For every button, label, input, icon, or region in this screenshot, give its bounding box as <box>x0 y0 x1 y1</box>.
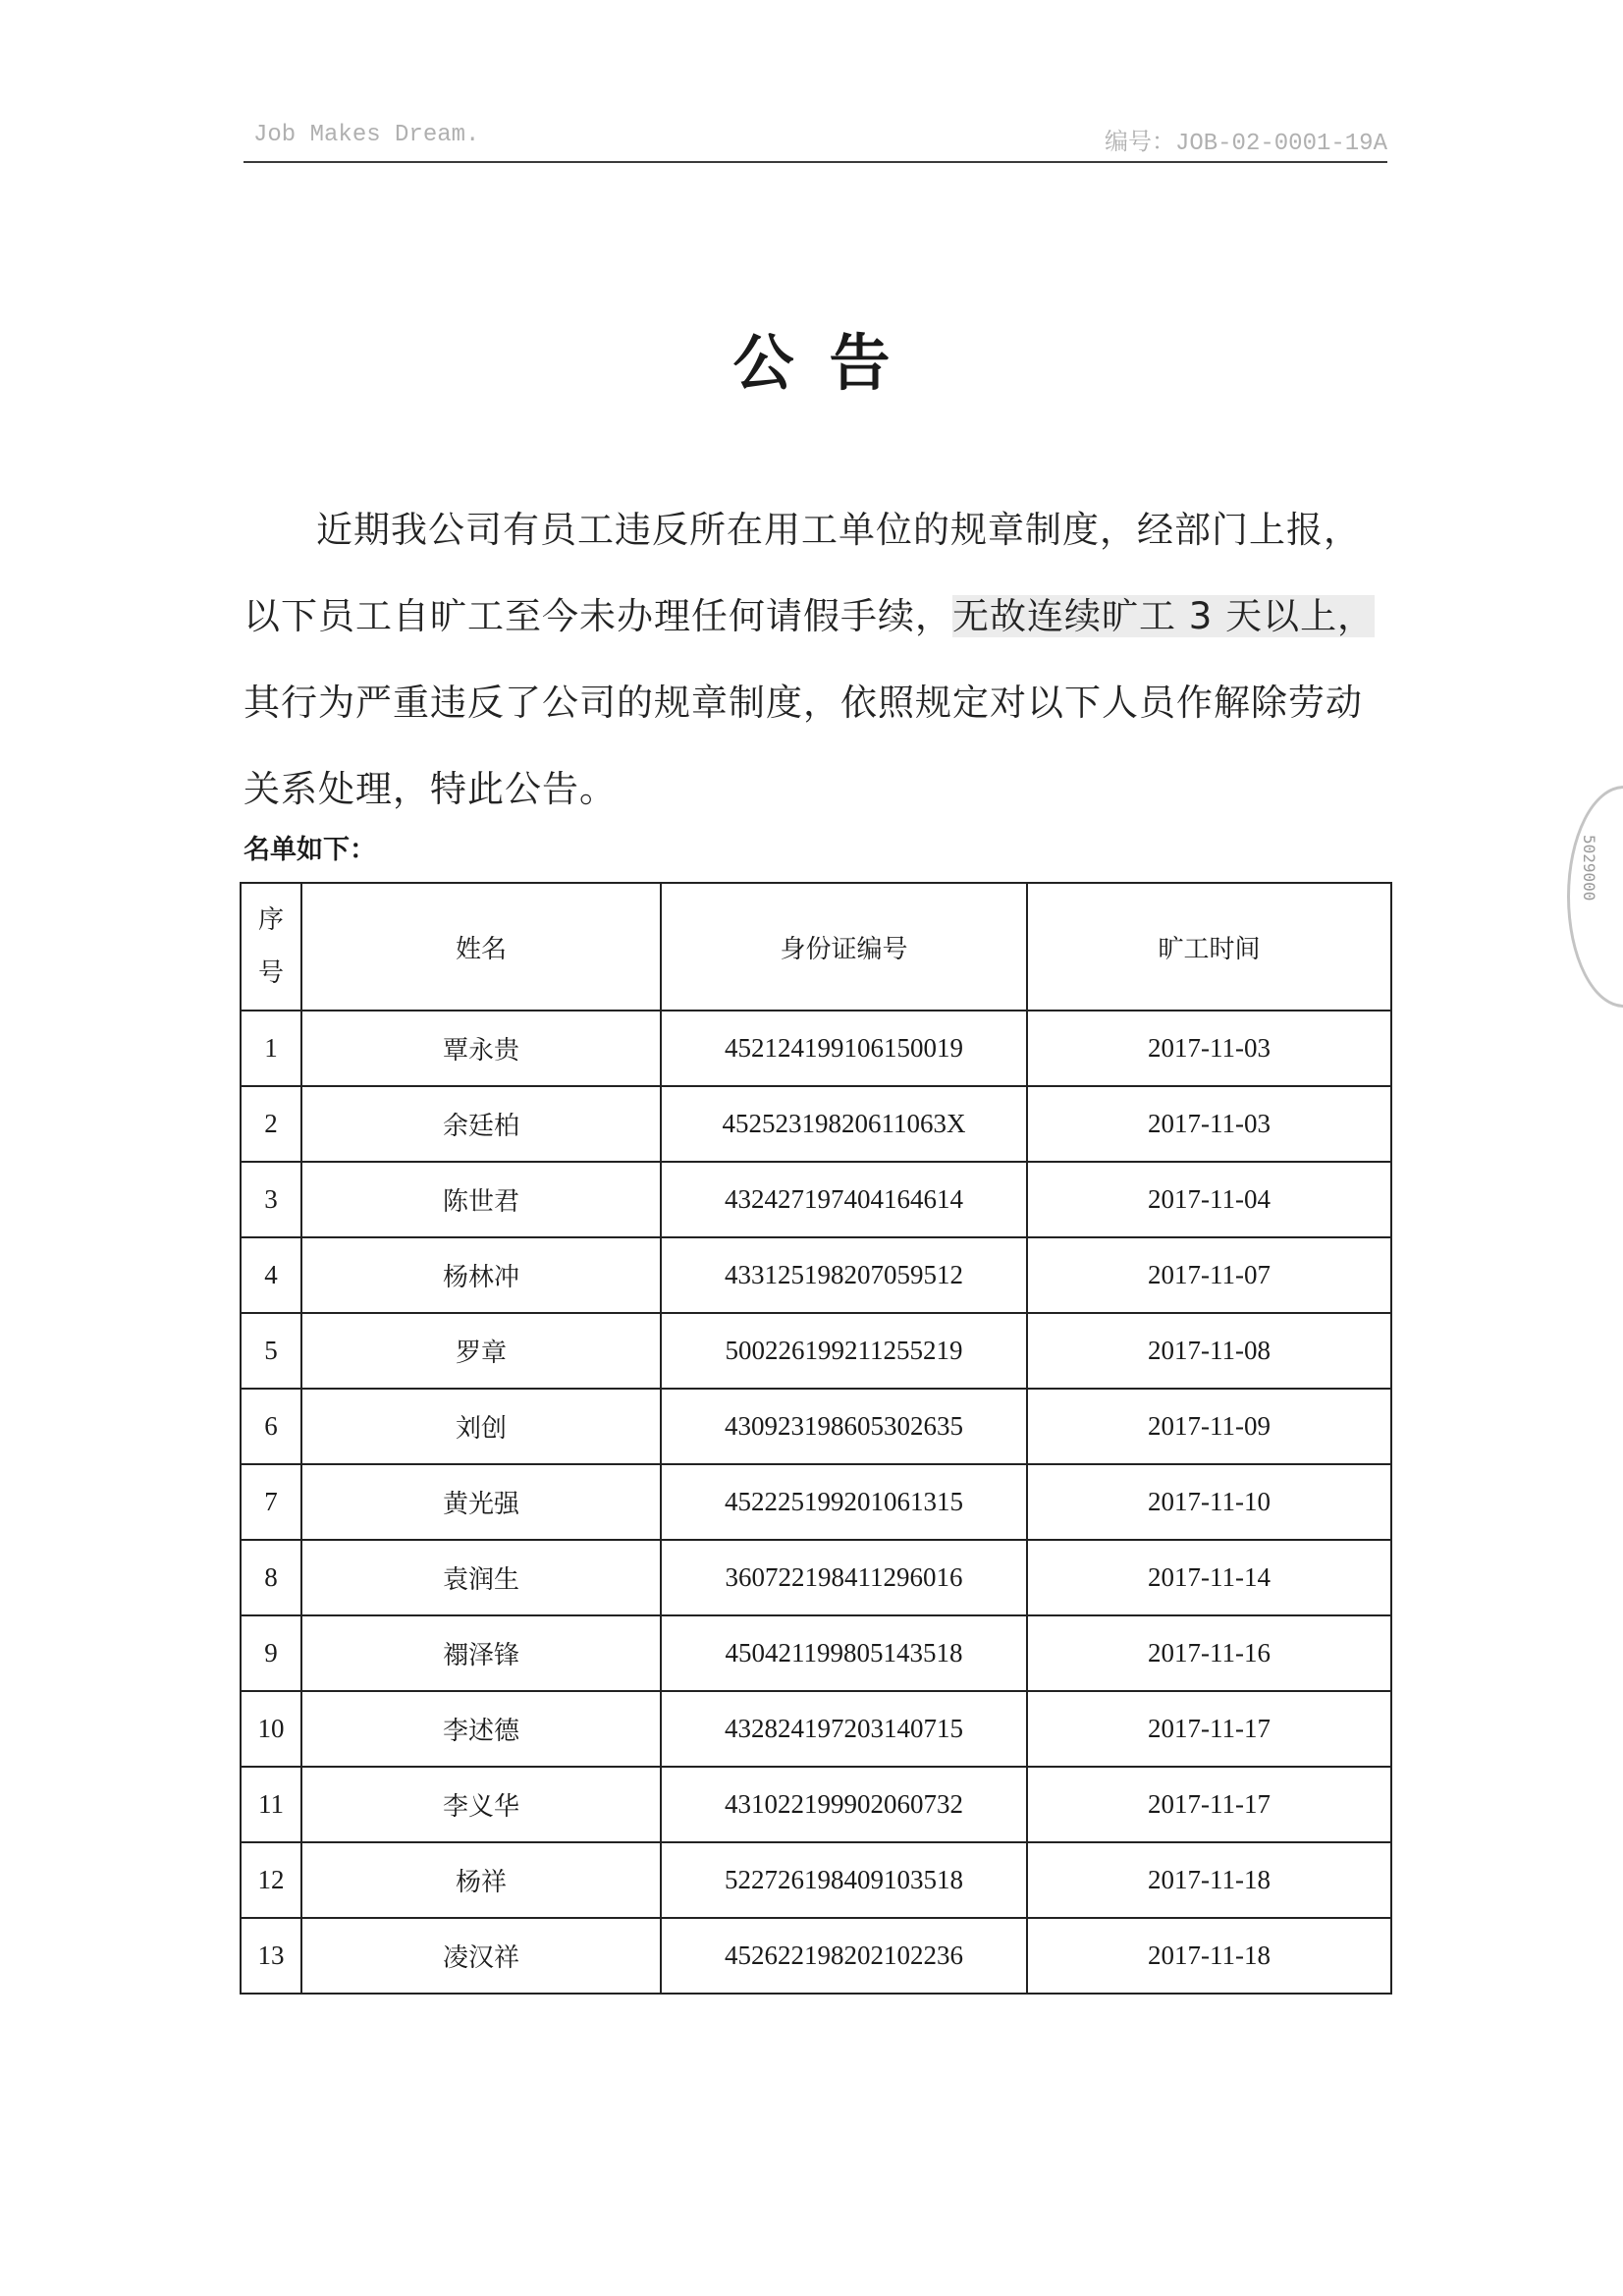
table-row <box>241 1918 1391 1994</box>
absence-date: 2017-11-17 <box>1027 1767 1391 1842</box>
id-number: 433125198207059512 <box>661 1237 1027 1313</box>
table-row <box>241 1237 1391 1313</box>
document-number: 编号：JOB-02-0001-19A <box>1104 131 1387 157</box>
absence-date: 2017-11-03 <box>1027 1011 1391 1086</box>
id-number: 452124199106150019 <box>661 1011 1027 1086</box>
header-name: 姓名 <box>301 883 661 1011</box>
employee-name: 陈世君 <box>301 1162 661 1237</box>
body-text-highlight: 无故连续旷工 3 天以上， <box>952 595 1376 637</box>
table-row <box>241 1389 1391 1464</box>
body-text-part-1: 近期我公司有员工违反所在用工单位的规章制度，经部门上报，以下员工自旷工至今未办理任何请假手续， <box>243 509 1361 637</box>
row-number: 1 <box>241 1011 301 1086</box>
id-number: 452622198202102236 <box>661 1918 1027 1994</box>
table-row <box>241 1313 1391 1389</box>
absence-date: 2017-11-10 <box>1027 1464 1391 1540</box>
page-header <box>243 118 1387 163</box>
table-row <box>241 1540 1391 1615</box>
employee-name: 杨祥 <box>301 1842 661 1918</box>
absence-date: 2017-11-17 <box>1027 1691 1391 1767</box>
table-header-row <box>241 883 1391 1011</box>
absence-date: 2017-11-04 <box>1027 1162 1391 1237</box>
absence-date: 2017-11-09 <box>1027 1389 1391 1464</box>
employee-name: 黄光强 <box>301 1464 661 1540</box>
id-number: 45252319820611063X <box>661 1086 1027 1162</box>
id-number: 500226199211255219 <box>661 1313 1027 1389</box>
absence-date: 2017-11-14 <box>1027 1540 1391 1615</box>
employee-name: 李义华 <box>301 1767 661 1842</box>
employee-name: 罗章 <box>301 1313 661 1389</box>
id-number: 432824197203140715 <box>661 1691 1027 1767</box>
row-number: 13 <box>241 1918 301 1994</box>
employee-name: 凌汉祥 <box>301 1918 661 1994</box>
absence-date: 2017-11-08 <box>1027 1313 1391 1389</box>
absence-date: 2017-11-03 <box>1027 1086 1391 1162</box>
row-number: 8 <box>241 1540 301 1615</box>
row-number: 2 <box>241 1086 301 1162</box>
absence-date: 2017-11-07 <box>1027 1237 1391 1313</box>
employee-name: 袁润生 <box>301 1540 661 1615</box>
table-row <box>241 1842 1391 1918</box>
employee-name: 余廷柏 <box>301 1086 661 1162</box>
row-number: 4 <box>241 1237 301 1313</box>
table-row <box>241 1767 1391 1842</box>
header-absence-date: 旷工时间 <box>1027 883 1391 1011</box>
id-number: 452225199201061315 <box>661 1464 1027 1540</box>
row-number: 5 <box>241 1313 301 1389</box>
table-row <box>241 1162 1391 1237</box>
notice-title: 公告 <box>732 327 926 399</box>
employee-table <box>240 882 1392 1995</box>
row-number: 3 <box>241 1162 301 1237</box>
seal-text: 5029000 <box>1580 835 1598 902</box>
absence-date: 2017-11-18 <box>1027 1842 1391 1918</box>
table-row <box>241 1615 1391 1691</box>
employee-name: 杨林冲 <box>301 1237 661 1313</box>
row-number: 11 <box>241 1767 301 1842</box>
table-row <box>241 1691 1391 1767</box>
table-body <box>241 1011 1391 1994</box>
notice-body <box>243 487 1387 833</box>
absence-date: 2017-11-18 <box>1027 1918 1391 1994</box>
row-number: 6 <box>241 1389 301 1464</box>
header-slogan: Job Makes Dream. <box>253 122 480 148</box>
id-number: 431022199902060732 <box>661 1767 1027 1842</box>
row-number: 7 <box>241 1464 301 1540</box>
id-number: 360722198411296016 <box>661 1540 1027 1615</box>
list-label: 名单如下： <box>243 835 376 865</box>
row-number: 9 <box>241 1615 301 1691</box>
employee-name: 刘创 <box>301 1389 661 1464</box>
id-number: 450421199805143518 <box>661 1615 1027 1691</box>
header-id-number: 身份证编号 <box>661 883 1027 1011</box>
employee-name: 李述德 <box>301 1691 661 1767</box>
id-number: 432427197404164614 <box>661 1162 1027 1237</box>
table-row <box>241 1011 1391 1086</box>
row-number: 10 <box>241 1691 301 1767</box>
body-text-part-2: 其行为严重违反了公司的规章制度，依照规定对以下人员作解除劳动关系处理，特此公告。 <box>243 682 1363 810</box>
table-row <box>241 1464 1391 1540</box>
id-number: 522726198409103518 <box>661 1842 1027 1918</box>
header-seq: 序号 <box>241 883 301 1011</box>
employee-name: 禤泽锋 <box>301 1615 661 1691</box>
absence-date: 2017-11-16 <box>1027 1615 1391 1691</box>
row-number: 12 <box>241 1842 301 1918</box>
employee-name: 覃永贵 <box>301 1011 661 1086</box>
id-number: 430923198605302635 <box>661 1389 1027 1464</box>
table-row <box>241 1086 1391 1162</box>
